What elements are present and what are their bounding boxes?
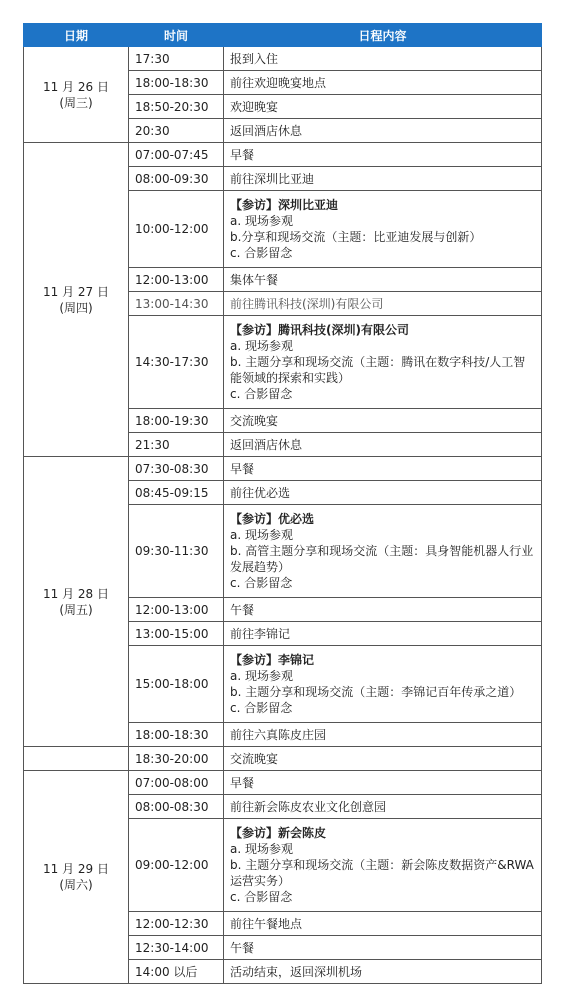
content-cell xyxy=(224,598,542,622)
content-cell xyxy=(224,119,542,143)
content-cell xyxy=(224,143,542,167)
visit-title: 【参访】新会陈皮 xyxy=(230,826,327,840)
date-label: 11 月 28 日 xyxy=(43,586,109,601)
content-line: 前往欢迎晚宴地点 xyxy=(230,75,327,90)
content-line: a. 现场参观 xyxy=(230,214,293,228)
content-cell xyxy=(224,47,542,71)
visit-title: 【参访】李锦记 xyxy=(230,653,315,667)
time-cell: 14:30-17:30 xyxy=(129,316,224,409)
content-line: c. 合影留念 xyxy=(230,387,293,401)
date-label: 11 月 26 日 xyxy=(43,79,109,94)
time-cell: 18:50-20:30 xyxy=(129,95,224,119)
content-cell xyxy=(224,292,542,316)
time-cell: 18:30-20:00 xyxy=(129,747,224,771)
content-cell xyxy=(224,960,542,984)
date-cell xyxy=(24,771,129,984)
time-cell: 08:00-08:30 xyxy=(129,795,224,819)
content-line: a. 现场参观 xyxy=(230,528,293,542)
time-cell: 12:30-14:00 xyxy=(129,936,224,960)
content-line: 交流晚宴 xyxy=(230,413,279,428)
content-line: 早餐 xyxy=(230,147,255,162)
content-line: 前往新会陈皮农业文化创意园 xyxy=(230,799,387,814)
content-cell xyxy=(224,71,542,95)
weekday-label: (周四) xyxy=(59,300,93,315)
content-cell xyxy=(224,457,542,481)
time-cell: 12:00-13:00 xyxy=(129,598,224,622)
content-line: 前往深圳比亚迪 xyxy=(230,171,315,186)
content-cell xyxy=(224,316,542,409)
schedule-row xyxy=(24,457,542,481)
time-cell: 14:00 以后 xyxy=(129,960,224,984)
content-line: b. 高管主题分享和现场交流（主题：具身智能机器人行业发展趋势） xyxy=(230,544,534,574)
content-line: b.分享和现场交流（主题：比亚迪发展与创新） xyxy=(230,230,482,244)
content-cell xyxy=(224,646,542,723)
time-cell: 13:00-15:00 xyxy=(129,622,224,646)
time-cell: 07:00-08:00 xyxy=(129,771,224,795)
header-time: 时间 xyxy=(129,24,224,47)
content-line: 午餐 xyxy=(230,940,255,955)
content-cell xyxy=(224,819,542,912)
content-cell xyxy=(224,268,542,292)
content-cell xyxy=(224,433,542,457)
visit-title: 【参访】优必选 xyxy=(230,512,315,526)
content-cell xyxy=(224,936,542,960)
time-cell: 09:30-11:30 xyxy=(129,505,224,598)
content-cell xyxy=(224,622,542,646)
content-line: a. 现场参观 xyxy=(230,339,293,353)
content-line: 前往优必选 xyxy=(230,485,291,500)
time-cell: 12:00-13:00 xyxy=(129,268,224,292)
time-cell: 20:30 xyxy=(129,119,224,143)
time-cell: 10:00-12:00 xyxy=(129,191,224,268)
header-row xyxy=(24,24,542,47)
schedule-row xyxy=(24,47,542,71)
content-line: 早餐 xyxy=(230,775,255,790)
content-line: 集体午餐 xyxy=(230,272,279,287)
time-cell: 12:00-12:30 xyxy=(129,912,224,936)
date-cell xyxy=(24,457,129,747)
date-cell xyxy=(24,47,129,143)
content-line: c. 合影留念 xyxy=(230,890,293,904)
schedule-row xyxy=(24,747,542,771)
content-cell xyxy=(224,795,542,819)
content-cell xyxy=(224,191,542,268)
content-line: 活动结束，返回深圳机场 xyxy=(230,964,363,979)
visit-title: 【参访】腾讯科技(深圳)有限公司 xyxy=(230,323,409,337)
content-line: 交流晚宴 xyxy=(230,751,279,766)
weekday-label: (周五) xyxy=(59,602,93,617)
content-cell xyxy=(224,167,542,191)
time-cell: 18:00-19:30 xyxy=(129,409,224,433)
content-line: b. 主题分享和现场交流（主题：李锦记百年传承之道） xyxy=(230,685,522,699)
header-content: 日程内容 xyxy=(224,24,542,47)
time-cell: 09:00-12:00 xyxy=(129,819,224,912)
time-cell: 07:00-07:45 xyxy=(129,143,224,167)
content-line: 前往腾讯科技(深圳)有限公司 xyxy=(230,296,384,311)
content-cell xyxy=(224,912,542,936)
content-cell xyxy=(224,747,542,771)
content-line: c. 合影留念 xyxy=(230,246,293,260)
time-cell: 08:45-09:15 xyxy=(129,481,224,505)
content-line: b. 主题分享和现场交流（主题：新会陈皮数据资产&RWA运营实务） xyxy=(230,858,534,888)
content-line: 前往六真陈皮庄园 xyxy=(230,727,327,742)
content-line: c. 合影留念 xyxy=(230,701,293,715)
date-cell xyxy=(24,143,129,457)
header-date: 日期 xyxy=(24,24,129,47)
time-cell: 07:30-08:30 xyxy=(129,457,224,481)
content-line: a. 现场参观 xyxy=(230,669,293,683)
content-line: 欢迎晚宴 xyxy=(230,99,279,114)
time-cell: 18:00-18:30 xyxy=(129,723,224,747)
content-line: 前往午餐地点 xyxy=(230,916,303,931)
time-cell: 15:00-18:00 xyxy=(129,646,224,723)
date-label: 11 月 29 日 xyxy=(43,862,109,876)
content-line: 早餐 xyxy=(230,461,255,476)
content-line: b. 主题分享和现场交流（主题：腾讯在数字科技/人工智能领域的探索和实践） xyxy=(230,355,526,385)
time-cell: 18:00-18:30 xyxy=(129,71,224,95)
content-line: 报到入住 xyxy=(230,51,279,66)
date-label: 11 月 27 日 xyxy=(43,284,109,299)
content-line: 返回酒店休息 xyxy=(230,437,303,452)
schedule-row xyxy=(24,143,542,167)
content-line: 午餐 xyxy=(230,602,255,617)
schedule-body xyxy=(24,47,542,984)
content-line: 返回酒店休息 xyxy=(230,123,303,138)
time-cell: 17:30 xyxy=(129,47,224,71)
content-line: c. 合影留念 xyxy=(230,576,293,590)
weekday-label: (周六) xyxy=(59,878,93,892)
content-cell xyxy=(224,505,542,598)
schedule-row xyxy=(24,771,542,795)
weekday-label: (周三) xyxy=(59,95,93,110)
content-line: 前往李锦记 xyxy=(230,626,291,641)
content-cell xyxy=(224,723,542,747)
time-cell: 21:30 xyxy=(129,433,224,457)
time-cell: 08:00-09:30 xyxy=(129,167,224,191)
time-cell: 13:00-14:30 xyxy=(129,292,224,316)
content-cell xyxy=(224,481,542,505)
date-cell xyxy=(24,747,129,771)
content-line: a. 现场参观 xyxy=(230,842,293,856)
content-cell xyxy=(224,771,542,795)
visit-title: 【参访】深圳比亚迪 xyxy=(230,198,339,212)
content-cell xyxy=(224,409,542,433)
content-cell xyxy=(224,95,542,119)
schedule-table xyxy=(23,23,542,984)
